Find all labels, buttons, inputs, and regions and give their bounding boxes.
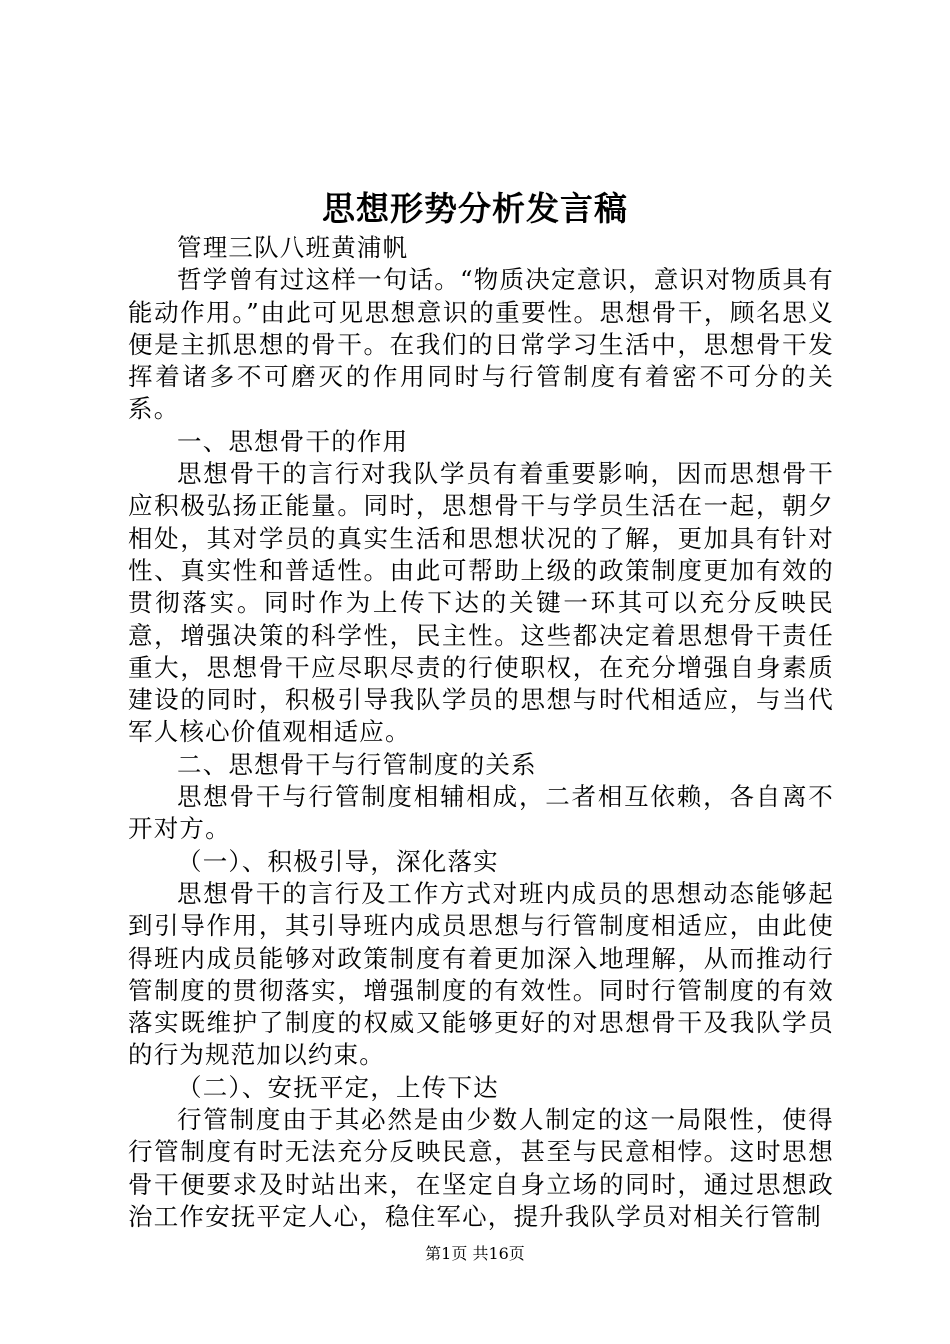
page-footer: 第1页 共16页 [425,1244,525,1263]
paragraph-subsection-1: 思想骨干的言行及工作方式对班内成员的思想动态能够起到引导作用，其引导班内成员思想与行管制度相适应，由此使得班内成员能够对政策制度有着更加深入地理解，从而推动行管制度的贯彻落实，增强制度的有效性。同时行管制度的有效落实既维护了制度的权威又能够更好的对思想骨干及我队学员的行为规范加以约束。 [128,878,834,1070]
subsection-heading-2: （二）、安抚平定，上传下达 [177,1072,499,1102]
paragraph-section-2: 思想骨干与行管制度相辅相成，二者相互依赖，各自离不开对方。 [128,782,834,844]
paragraph-intro: 哲学曾有过这样一句话。“物质决定意识，意识对物质具有能动作用。”由此可见思想意识的重要性。思想骨干，顾名思义便是主抓思想的骨干。在我们的日常学习生活中，思想骨干发挥着诸多不可磨灭的作用同时与行管制度有着密不可分的关系。 [128,265,834,424]
author-line: 管理三队八班黄浦帆 [177,233,409,262]
section-heading-1: 一、思想骨干的作用 [177,426,409,456]
paragraph-section-1: 思想骨干的言行对我队学员有着重要影响，因而思想骨干应积极弘扬正能量。同时，思想骨干与学员生活在一起，朝夕相处，其对学员的真实生活和思想状况的了解，更加具有针对性、真实性和普适性。由此可帮助上级的政策制度更加有效的贯彻落实。同时作为上传下达的关键一环其可以充分反映民意，增强决策的科学性，民主性。这些都决定着思想骨干责任重大，思想骨干应尽职尽责的行使职权，在充分增强自身素质建设的同时，积极引导我队学员的思想与时代相适应，与当代军人核心价值观相适应。 [128,459,834,747]
document-body [128,232,834,1233]
paragraph-subsection-2: 行管制度由于其必然是由少数人制定的这一局限性，使得行管制度有时无法充分反映民意，甚至与民意相悖。这时思想骨干便要求及时站出来，在坚定自身立场的同时，通过思想政治工作安抚平定人心，稳住军心，提升我队学员对相关行管制 [128,1105,834,1231]
subsection-heading-1: （一）、积极引导，深化落实 [177,846,499,876]
document-title: 思想形势分析发言稿 [322,189,628,228]
section-heading-2: 二、思想骨干与行管制度的关系 [177,749,537,779]
